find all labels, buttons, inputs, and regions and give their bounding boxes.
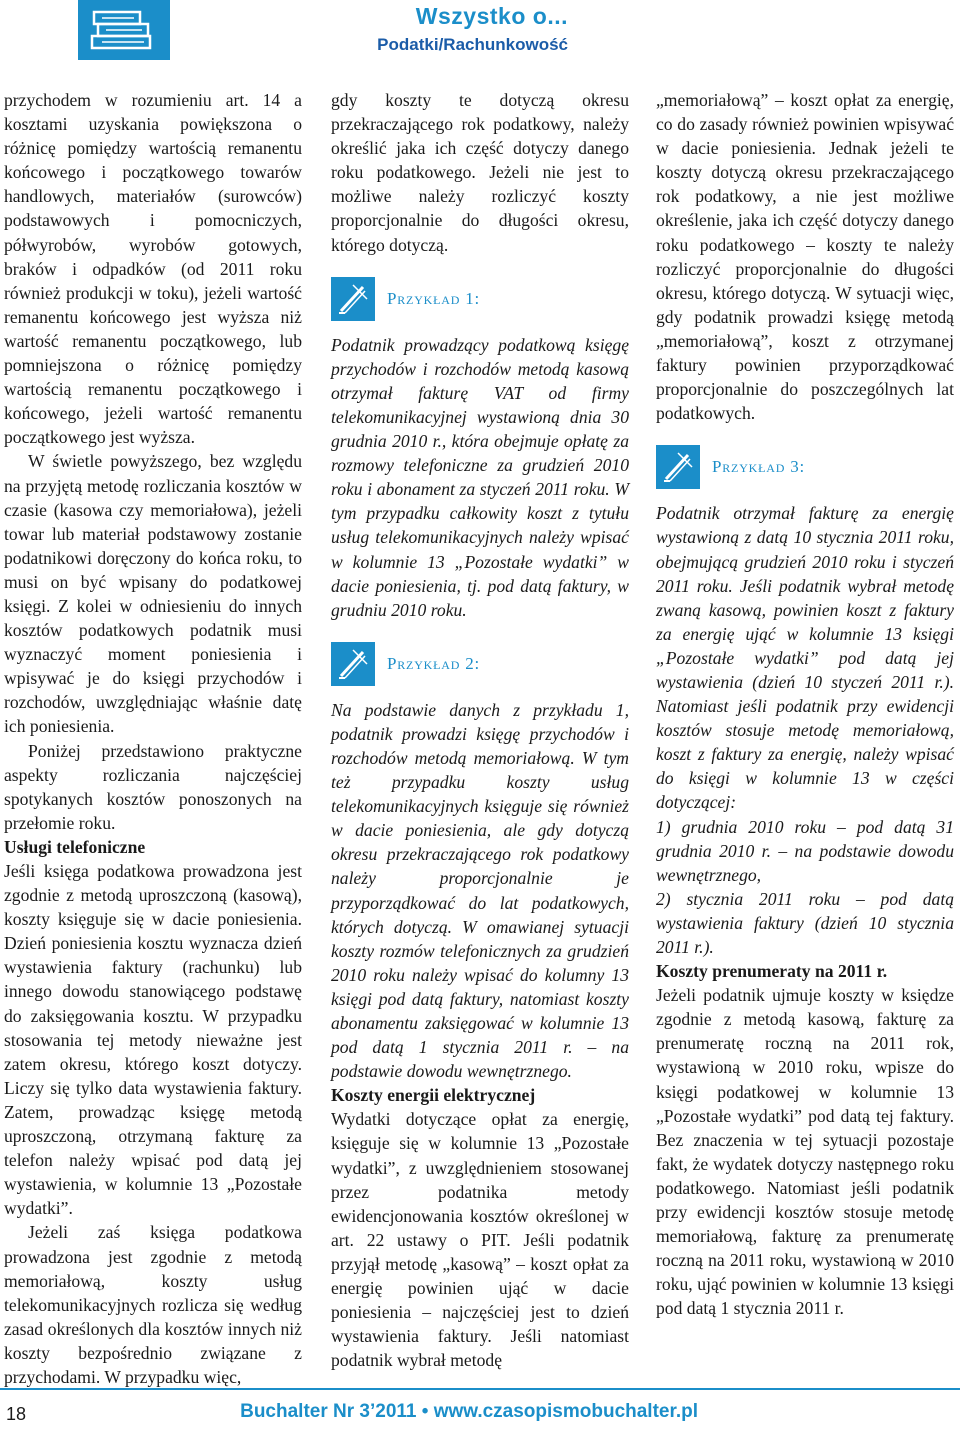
example-list-item: 2) stycznia 2011 roku – pod datą wystawienia faktury (dzień 10 stycznia 2011 r.). bbox=[656, 888, 954, 957]
section-title: Podatki/Rachunkowość bbox=[377, 35, 568, 54]
example-text: Podatnik otrzymał fakturę za energię wystawioną z datą 10 stycznia 2011 roku, obejmującą grudzień 2010 roku i styczeń 2011 roku. Jeśli podatnik wybrał metodę zwaną kasową, powinien koszt z faktury za energię ująć w kolumnie 13 księgi „Pozostałe wydatki” pod datą jej wystawienia (dzień 10 styczeń 2011 r.). Natomiast jeśli podatnik przy ewidencji kosztów stosuje metodę memoriałową, koszt z faktury za energię, należy wpisać do księgi w kolumnie 13 w części dotyczącej: bbox=[656, 503, 954, 813]
column-2 bbox=[331, 88, 629, 1372]
example-label: Przykład 3: bbox=[712, 457, 806, 477]
pen-icon bbox=[331, 277, 375, 321]
pen-icon bbox=[656, 445, 700, 489]
paragraph: Poniżej przedstawiono praktyczne aspekty rozliczania najczęściej spotykanych kosztów ponoszonych na przełomie roku. bbox=[4, 740, 302, 833]
example-text: Podatnik prowadzący podatkową księgę przychodów i rozchodów metodą kasową otrzymał fakturę VAT od firmy telekomunikacyjnej wystawioną dnia 30 grudnia 2010 r., która obejmuje opłatę za rozmowy telefoniczne za grudzień 2010 roku i abonament za styczeń 2011 roku. W tym przypadku całkowity koszt z tytułu usług telekomunikacyjnych należy wpisać w kolumnie 13 „Pozostałe wydatki” w dacie poniesienia, tj. pod datą faktury, w grudniu 2010 roku. bbox=[331, 334, 629, 620]
header bbox=[377, 2, 568, 56]
paragraph: przychodem w rozumieniu art. 14 a kosztami uzyskania powiększona o różnicę pomiędzy wartością remanentu końcowego i początkowego towarów handlowych, materiałów (surowców) podstawowych i pomocniczych, półwyrobów, wyrobów gotowych, braków i odpadków (od 2011 roku również produkcji w toku), jeżeli wartość remanentu końcowego jest wyższa niż wartość remanentu początkowego, lub pomniejszona o różnicę pomiędzy wartością remanentu początkowego i końcowego, jeżeli wartość remanentu początkowego jest wyższa. bbox=[4, 90, 302, 448]
page-number: 18 bbox=[6, 1404, 27, 1424]
section-heading: Koszty energii elektrycznej bbox=[331, 1085, 536, 1106]
paragraph: W świetle powyższego, bez względu na przyjętą metodę rozliczania kosztów w czasie (kasowa czy memoriałowa), jeżeli towar lub materiał podstawowy zostanie podatnikowi doręczony do końca roku, to musi on być wpisany do podatkowej księgi. Z kolei w odniesieniu do innych kosztów podatkowych podatnik musi wyznaczyć moment poniesienia i wpisywać je do księgi przychodów i rozchodów, uwzględniając właśnie datę ich poniesienia. bbox=[4, 451, 302, 737]
column-3 bbox=[656, 88, 954, 1321]
example-text: Na podstawie danych z przykładu 1, podatnik prowadzi księgę przychodów i rozchodów metodą memoriałową. W tym też przypadku koszty usług telekomunikacyjnych księguje się również w dacie poniesienia, ale gdy dotyczą okresu przekraczającego rok podatkowy należy proporcjonalnie je przyporządkować do lat podatkowych, których dotyczą. W omawianej sytuacji koszty rozmów telefonicznych za grudzień 2010 roku należy wpisać do kolumny 13 księgi pod datą faktury, natomiast koszty abonamentu zaksięgować w kolumnie 13 pod datą 1 stycznia 2011 r. – na podstawie dowodu wewnętrznego. bbox=[331, 699, 629, 1082]
paragraph: Wydatki dotyczące opłat za energię, księguje się w kolumnie 13 „Pozostałe wydatki”, z uwzględnieniem stosowanej przez podatnika metody ewidencjonowania kosztów określonej w art. 22 ustawy o PIT. Jeśli podatnik przyjął metodę „kasową” – koszt opłat za energię powinien ująć w dacie poniesienia – najczęściej jest to dzień wystawienia faktury. Jeśli natomiast podatnik wybrał metodę bbox=[331, 1109, 629, 1371]
header-brand: Wszystko o... bbox=[415, 3, 568, 29]
example-1-header bbox=[331, 275, 629, 323]
magazine-logo bbox=[78, 0, 170, 60]
footer-divider bbox=[0, 1388, 960, 1390]
footer-magazine-info: Buchalter Nr 3’2011 • www.czasopismobuchalter.pl bbox=[240, 1401, 698, 1422]
paragraph: gdy koszty te dotyczą okresu przekraczającego rok podatkowy, należy określić jaka ich część dotyczy danego roku podatkowego. Jeżeli nie jest to możliwe należy rozliczyć koszty proporcjonalnie do długości okresu, którego dotyczą. bbox=[331, 90, 629, 255]
column-1 bbox=[4, 88, 302, 1389]
example-3-header bbox=[656, 443, 954, 491]
paragraph: „memoriałową” – koszt opłat za energię, co do zasady również powinien wpisywać w dacie poniesienia. Jednak jeżeli te koszty dotyczą okresu przekraczającego rok podatkowy, a nie jest możliwe określenie, jaka ich część dotyczy danego roku podatkowego – koszty te należy rozliczyć proporcjonalnie do długości okresu, którego dotyczą. W sytuacji więc, gdy podatnik prowadzi księgę metodą „memoriałową”, koszt z otrzymanej faktury powinien przyporządkować proporcjonalnie do poszczególnych lat podatkowych. bbox=[656, 90, 954, 424]
paragraph: Jeżeli zaś księga podatkowa prowadzona jest zgodnie z metodą memoriałową, koszty usług telekomunikacyjnych rozlicza się według zasad określonych dla kosztów innych niż koszty bezpośrednio związane z przychodami. W przypadku więc, bbox=[4, 1222, 302, 1387]
example-label: Przykład 1: bbox=[387, 288, 481, 308]
example-label: Przykład 2: bbox=[387, 653, 481, 673]
section-heading: Koszty prenumeraty na 2011 r. bbox=[656, 961, 888, 982]
section-heading: Usługi telefoniczne bbox=[4, 836, 146, 857]
paragraph: Jeżeli podatnik ujmuje koszty w księdze zgodnie z metodą kasową, fakturę za prenumeratę roczną na 2011 rok, wystawioną w 2010 roku, wpisze do księgi podatkowej w kolumnie 13 „Pozostałe wydatki” pod datą tej faktury. Bez znaczenia w tej sytuacji pozostaje fakt, że wydatek dotyczy następnego roku podatkowego. Natomiast jeśli podatnik przy ewidencji kosztów stosuje metodę memoriałową, fakturę za prenumeratę roczną na 2011 roku, wystawioną w 2010 roku, ująć powinien w kolumnie 13 księgi pod datą 1 stycznia 2011 r. bbox=[656, 985, 954, 1319]
pen-icon bbox=[331, 642, 375, 686]
example-list-item: 1) grudnia 2010 roku – pod datą 31 grudnia 2010 r. – na podstawie dowodu wewnętrznego, bbox=[656, 816, 954, 885]
example-2-header bbox=[331, 640, 629, 688]
paragraph: Jeśli księga podatkowa prowadzona jest zgodnie z metodą uproszczoną (kasową), koszty księguje się w dacie poniesienia. Dzień poniesienia kosztu wyznacza dzień wystawienia faktury (rachunku) lub innego dowodu stanowiącego podstawę do zaksięgowania kosztu. W przypadku stosowania tej metody nieważne jest zatem okresu, którego koszt dotyczy. Liczy się tylko data wystawienia faktury. Zatem, prowadząc księgę metodą uproszczoną, otrzymaną fakturę za telefon należy wpisać pod datą jej wystawienia, w kolumnie 13 „Pozostałe wydatki”. bbox=[4, 861, 302, 1219]
books-icon bbox=[78, 0, 170, 60]
